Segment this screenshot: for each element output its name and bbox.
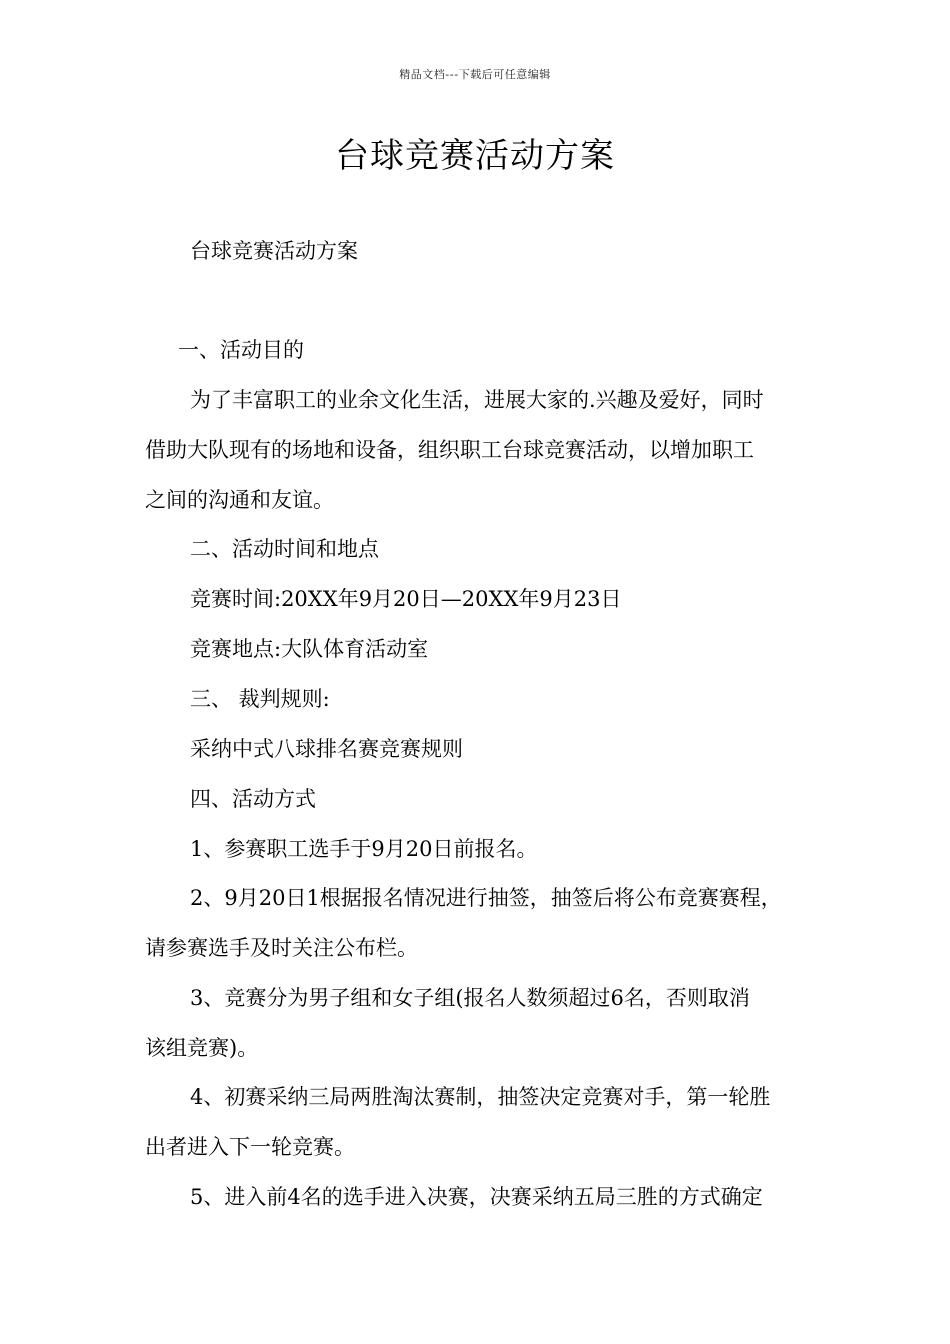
section-heading-4: 四、活动方式 xyxy=(190,787,316,811)
paragraph-line: 出者进入下一轮竞赛。 xyxy=(145,1135,355,1159)
list-item: 5、进入前4名的选手进入决赛，决赛采纳五局三胜的方式确定 xyxy=(190,1185,763,1209)
section-heading-1: 一、活动目的 xyxy=(178,338,304,362)
paragraph-line: 之间的沟通和友谊。 xyxy=(145,488,334,512)
paragraph-line: 请参赛选手及时关注公布栏。 xyxy=(145,936,418,960)
list-item: 2、9月20日1根据报名情况进行抽签，抽签后将公布竞赛赛程， xyxy=(190,886,782,910)
document-subtitle: 台球竞赛活动方案 xyxy=(190,239,358,263)
document-title: 台球竞赛活动方案 xyxy=(335,136,615,176)
page-header: 精品文档---下载后可任意编辑 xyxy=(399,68,551,81)
paragraph-line: 采纳中式八球排名赛竞赛规则 xyxy=(190,737,463,761)
paragraph-line: 该组竞赛)。 xyxy=(145,1036,259,1060)
paragraph-line: 为了丰富职工的业余文化生活，进展大家的.兴趣及爱好，同时 xyxy=(190,388,764,412)
paragraph-line: 竞赛地点:大队体育活动室 xyxy=(190,637,429,661)
paragraph-line: 竞赛时间:20XX年9月20日—20XX年9月23日 xyxy=(190,587,622,611)
section-heading-3: 三、 裁判规则: xyxy=(190,687,330,711)
list-item: 1、参赛职工选手于9月20日前报名。 xyxy=(190,837,538,861)
section-heading-2: 二、活动时间和地点 xyxy=(190,537,379,561)
list-item: 3、竞赛分为男子组和女子组(报名人数须超过6名，否则取消 xyxy=(190,986,750,1010)
list-item: 4、初赛采纳三局两胜淘汰赛制，抽签决定竞赛对手，第一轮胜 xyxy=(190,1085,771,1109)
paragraph-line: 借助大队现有的场地和设备，组织职工台球竞赛活动，以增加职工 xyxy=(145,438,754,462)
